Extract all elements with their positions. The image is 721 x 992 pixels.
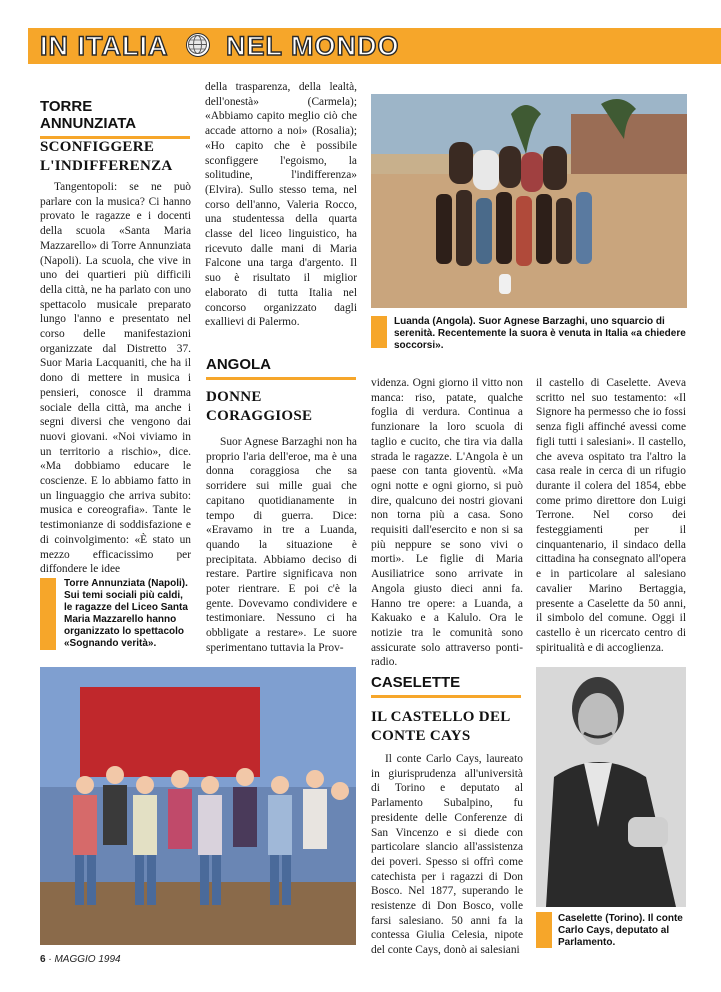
article-title-torre: SCONFIGGERE L'INDIFFERENZA [40, 139, 173, 174]
caption-bar-luanda [371, 316, 387, 348]
angola-column-2 [206, 435, 357, 660]
page-footer [40, 954, 121, 965]
article-title-angola: DONNE CORAGGIOSE [206, 389, 313, 424]
header-title-right: NEL MONDO [226, 31, 400, 61]
cays-portrait [536, 667, 686, 907]
caselette-column-cont [536, 376, 686, 658]
torre-show-photo [40, 667, 356, 945]
section-head-caselette: CASELETTE [371, 674, 521, 698]
caption-bar-cays [536, 912, 552, 948]
globe-icon [186, 33, 210, 57]
header-title-left: IN ITALIA [40, 31, 169, 61]
caption-torre: Torre Annunziata (Napoli). Sui temi sociali più caldi, le ragazze del Liceo Santa Maria Mazzarello hanno organizzato lo spettacolo «Sognando verità». [64, 578, 188, 649]
torre-text-1: Tangentopoli: se ne può parlare con la musica? Ci hanno provato le ragazze e i docenti della scuola «Santa Maria Mazzarello» di Torre Annunziata (Napoli). La scuola, che vive in uno dei quartieri più difficili della città, ne ha parlato con uno spettacolo musicale preparato lungo l'anno e presentato nel corso delle manifestazioni organizzate dal Distretto 37. Suor Maria Lacquaniti, che ha il dono di mettere in musica i pensieri, conosce il dramma sociale della città, ma anche i segni diversi che vengono dai nuovi giovani. «Noi viviamo in un territorio a rischio», dice. «Ma dobbiamo educare le coscienze. E lo abbiamo fatto in un linguaggio che arriva subito: musica e coreografia». Tante le testimonianze di soddisfazione e di coinvolgimento: «È stato un mezzo efficacissimo per diffondere le idee [40, 181, 191, 576]
angola-text-2: Suor Agnese Barzaghi non ha proprio l'aria dell'eroe, ma è una donna coraggiosa che sa sorridere sui mille guai che capitano quotidianamente in tempo di guerra. Dice: «Eravamo in tre a Luanda, quando la situazione è precipitata. Abbiamo deciso di restare. Partire significava non poter rientrare. E poi c'è la gente. Dovevamo condividere e testimoniare. Nessuno ci ha obbligate a restare». Le suore sperimentano tuttavia la Prov- [206, 436, 357, 654]
caselette-text-1: Il conte Carlo Cays, laureato in giurisprudenza all'università di Torino e deputato al Parlamento Subalpino, fu presidente delle Conferenze di San Vincenzo e si diede con particolare slancio all'assistenza dei poveri. Spesso si offrì come catechista per i ragazzi di Don Bosco. Nel 1877, superando le resistenze di Don Bosco, volle farsi salesiano. 50 anni fa la contessa Giulia Celesia, nipote del conte Cays, donò ai salesiani [371, 753, 523, 957]
caselette-column-1 [371, 752, 523, 957]
luanda-photo [371, 94, 687, 308]
angola-text-3: videnza. Ogni giorno il vitto non manca: riso, patate, qualche foglia di verdura. Continua a funzionare la loro scuola di taglio e cucito, che tira via dalla strada le ragazze. L'Angola è un paese con tanta gioventù. «Ma ogni notte e ogni giorno, si può dire, qualcuno dei nostri giovani non torna più a casa. Sono requisiti dall'esercito e non si sa più neppure se sono vivi o morti». Le figlie di Maria Ausiliatrice sono arrivate in Angola giusto dieci anni fa. Hanno tre opere: a Luanda, a Kakuako e a Kalulo. Ora le notizie tra le comunità sono assicurate solo attraverso ponti-radio. [371, 377, 523, 669]
caption-bar-torre [40, 578, 56, 650]
torre-column-2 [205, 80, 357, 329]
caselette-text-cont: il castello di Caselette. Aveva scritto nel suo testamento: «Il Signore ha permesso che io fossi senza figli affinché avessi come figli tutti i salesiani». Il castello, che aveva ospitato tra l'altro la casa reale in cerca di un rifugio durante il colera del 1854, ebbe come primo direttore don Luigi Terrone. Nel corso dei festeggiamenti per il cinquantenario, il sindaco della cittadina ha consegnato all'opera e in particolare al salesiano cavalier Marino Bertaggia, presente a Caselette da 50 anni, il simbolo del comune. Oggi il castello è un ricercato centro di spiritualità e di accoglienza. [536, 377, 686, 654]
caption-cays: Caselette (Torino). Il conte Carlo Cays, deputato al Parlamento. [558, 913, 683, 948]
article-title-caselette: IL CASTELLO DEL CONTE CAYS [371, 709, 510, 744]
footer-separator: · [48, 954, 55, 965]
torre-text-2: della trasparenza, della lealtà, dell'onestà» (Carmela); «Abbiamo capito meglio ciò che accade attorno a noi» (Rosalia); «Ho capito che è possibile sconfiggere l'egoismo, la solitudine, l'indifferenza» (Elvira). Sullo stesso tema, nel corso dell'anno, Valeria Rocco, una studentessa della quarta classe del liceo linguistico, ha ricevuto dalle mani di Maria Falcone una targa d'argento. Il suo è risultato il miglior elaborato di tutta Italia nel concorso organizzato dagli exallievi di Palermo. [205, 81, 357, 329]
torre-column-1 [40, 180, 191, 580]
section-head-torre: TORRE ANNUNZIATA [40, 98, 190, 139]
angola-column-3 [371, 376, 523, 669]
caption-luanda: Luanda (Angola). Suor Agnese Barzaghi, uno squarcio di serenità. Recentemente la suora è venuta in Italia «a chiedere soccorsi». [394, 316, 686, 351]
section-head-angola: ANGOLA [206, 356, 356, 380]
page-number: 6 [40, 954, 46, 965]
footer-date: MAGGIO 1994 [54, 954, 121, 965]
